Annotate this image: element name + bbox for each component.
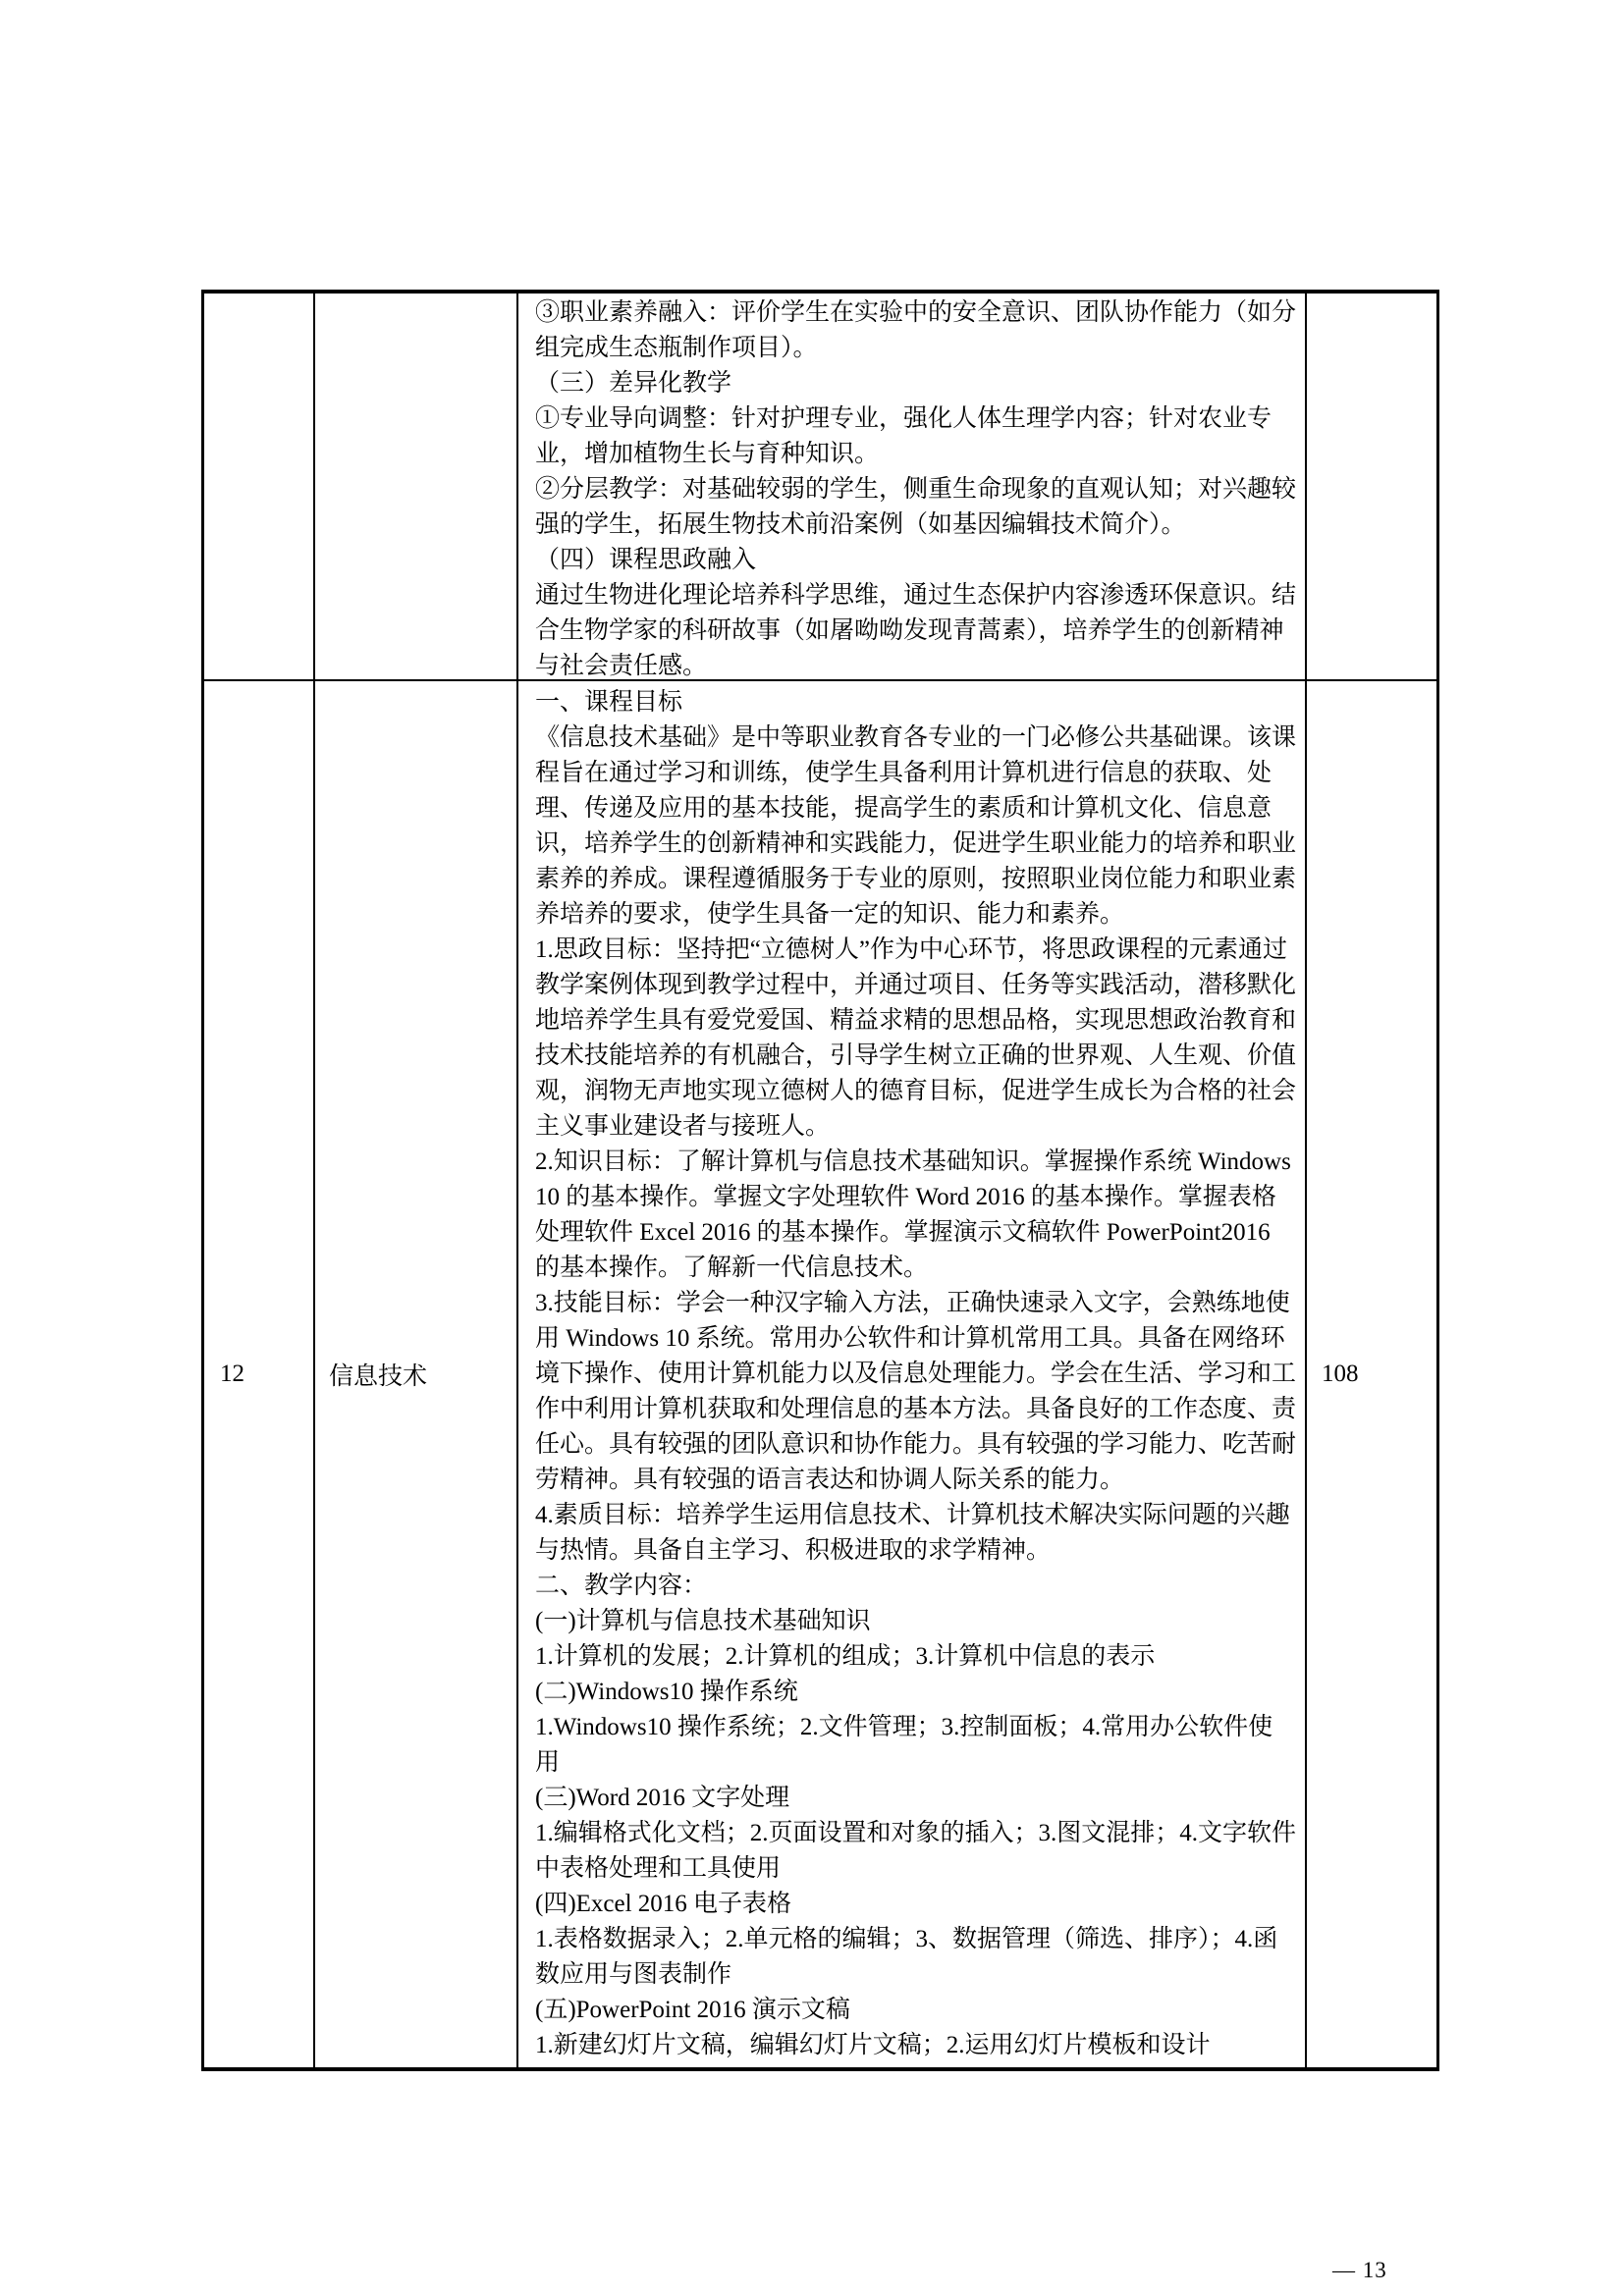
content-cell: [518, 294, 1307, 679]
content-paragraph: (一)计算机与信息技术基础知识: [535, 1608, 871, 1634]
serial-cell: [204, 681, 315, 2067]
content-paragraph: 1.新建幻灯片文稿，编辑幻灯片文稿；2.运用幻灯片模板和设计: [535, 2032, 1211, 2058]
page-number: — 13: [1332, 2258, 1387, 2282]
content-paragraph: 2.知识目标：了解计算机与信息技术基础知识。掌握操作系统 Windows 10 的基本操作。掌握文字处理软件 Word 2016 的基本操作。掌握表格处理软件 Excel 2016 的基本操作。掌握演示文稿软件 PowerPoint2016 的基本操作。了解新一代信息技术。: [535, 1148, 1291, 1281]
content-paragraph: 通过生物进化理论培养科学思维，通过生态保护内容渗透环保意识。结合生物学家的科研故事（如屠呦呦发现青蒿素），培养学生的创新精神与社会责任感。: [535, 582, 1297, 679]
course-name-cell: [315, 294, 518, 679]
curriculum-table: [201, 290, 1439, 2071]
content-paragraph: (四)Excel 2016 电子表格: [535, 1891, 792, 1917]
hours-value: 108: [1322, 1361, 1359, 1387]
serial-cell: [204, 294, 315, 679]
content-paragraph: 1.Windows10 操作系统；2.文件管理；3.控制面板；4.常用办公软件使用: [535, 1714, 1273, 1776]
content-paragraph: 二、教学内容：: [535, 1573, 708, 1599]
content-paragraph: 1.计算机的发展；2.计算机的组成；3.计算机中信息的表示: [535, 1643, 1156, 1670]
content-paragraph: 1.思政目标：坚持把“立德树人”作为中心环节，将思政课程的元素通过教学案例体现到教学过程中，并通过项目、任务等实践活动，潜移默化地培养学生具有爱党爱国、精益求精的思想品格，实现思想政治教育和技术技能培养的有机融合，引导学生树立正确的世界观、人生观、价值观，润物无声地实现立德树人的德育目标，促进学生成长为合格的社会主义事业建设者与接班人。: [535, 936, 1297, 1140]
content-paragraph: ②分层教学：对基础较弱的学生，侧重生命现象的直观认知；对兴趣较强的学生，拓展生物技术前沿案例（如基因编辑技术简介）。: [535, 476, 1297, 538]
content-paragraph: (三)Word 2016 文字处理: [535, 1785, 790, 1811]
content-paragraph: 一、课程目标: [535, 689, 683, 716]
course-name-cell: [315, 681, 518, 2067]
content-paragraph: 《信息技术基础》是中等职业教育各专业的一门必修公共基础课。该课程旨在通过学习和训练，使学生具备利用计算机进行信息的获取、处理、传递及应用的基本技能，提高学生的素质和计算机文化、信息意识，培养学生的创新精神和实践能力，促进学生职业能力的培养和职业素养的养成。课程遵循服务于专业的原则，按照职业岗位能力和职业素养培养的要求，使学生具备一定的知识、能力和素养。: [535, 724, 1297, 928]
content-paragraph: （四）课程思政融入: [535, 547, 757, 573]
content-paragraph: （三）差异化教学: [535, 370, 732, 397]
hours-cell: [1307, 681, 1436, 2067]
content-paragraph: 4.素质目标：培养学生运用信息技术、计算机技术解决实际问题的兴趣与热情。具备自主学习、积极进取的求学精神。: [535, 1502, 1290, 1564]
content-paragraph: 1.编辑格式化文档；2.页面设置和对象的插入；3.图文混排；4.文字软件中表格处理和工具使用: [535, 1820, 1297, 1882]
content-cell: [518, 681, 1307, 2067]
content-paragraph: (五)PowerPoint 2016 演示文稿: [535, 1997, 850, 2023]
table-row: [204, 681, 1436, 2067]
hours-cell: [1307, 294, 1436, 679]
content-paragraph: 3.技能目标：学会一种汉字输入方法，正确快速录入文字，会熟练地使用 Windows 10 系统。常用办公软件和计算机常用工具。具备在网络环境下操作、使用计算机能力以及信息处理能力。学会在生活、学习和工作中利用计算机获取和处理信息的基本方法。具备良好的工作态度、责任心。具有较强的团队意识和协作能力。具有较强的学习能力、吃苦耐劳精神。具有较强的语言表达和协调人际关系的能力。: [535, 1290, 1297, 1493]
serial-number: 12: [220, 1361, 244, 1387]
table-row: [204, 294, 1436, 681]
content-paragraph: (二)Windows10 操作系统: [535, 1679, 798, 1705]
course-name: 信息技术: [329, 1363, 428, 1390]
content-paragraph: ①专业导向调整：针对护理专业，强化人体生理学内容；针对农业专业，增加植物生长与育种知识。: [535, 405, 1272, 467]
content-paragraph: 1.表格数据录入；2.单元格的编辑；3、数据管理（筛选、排序）；4.函数应用与图表制作: [535, 1926, 1278, 1988]
content-paragraph: ③职业素养融入：评价学生在实验中的安全意识、团队协作能力（如分组完成生态瓶制作项目）。: [535, 299, 1297, 361]
